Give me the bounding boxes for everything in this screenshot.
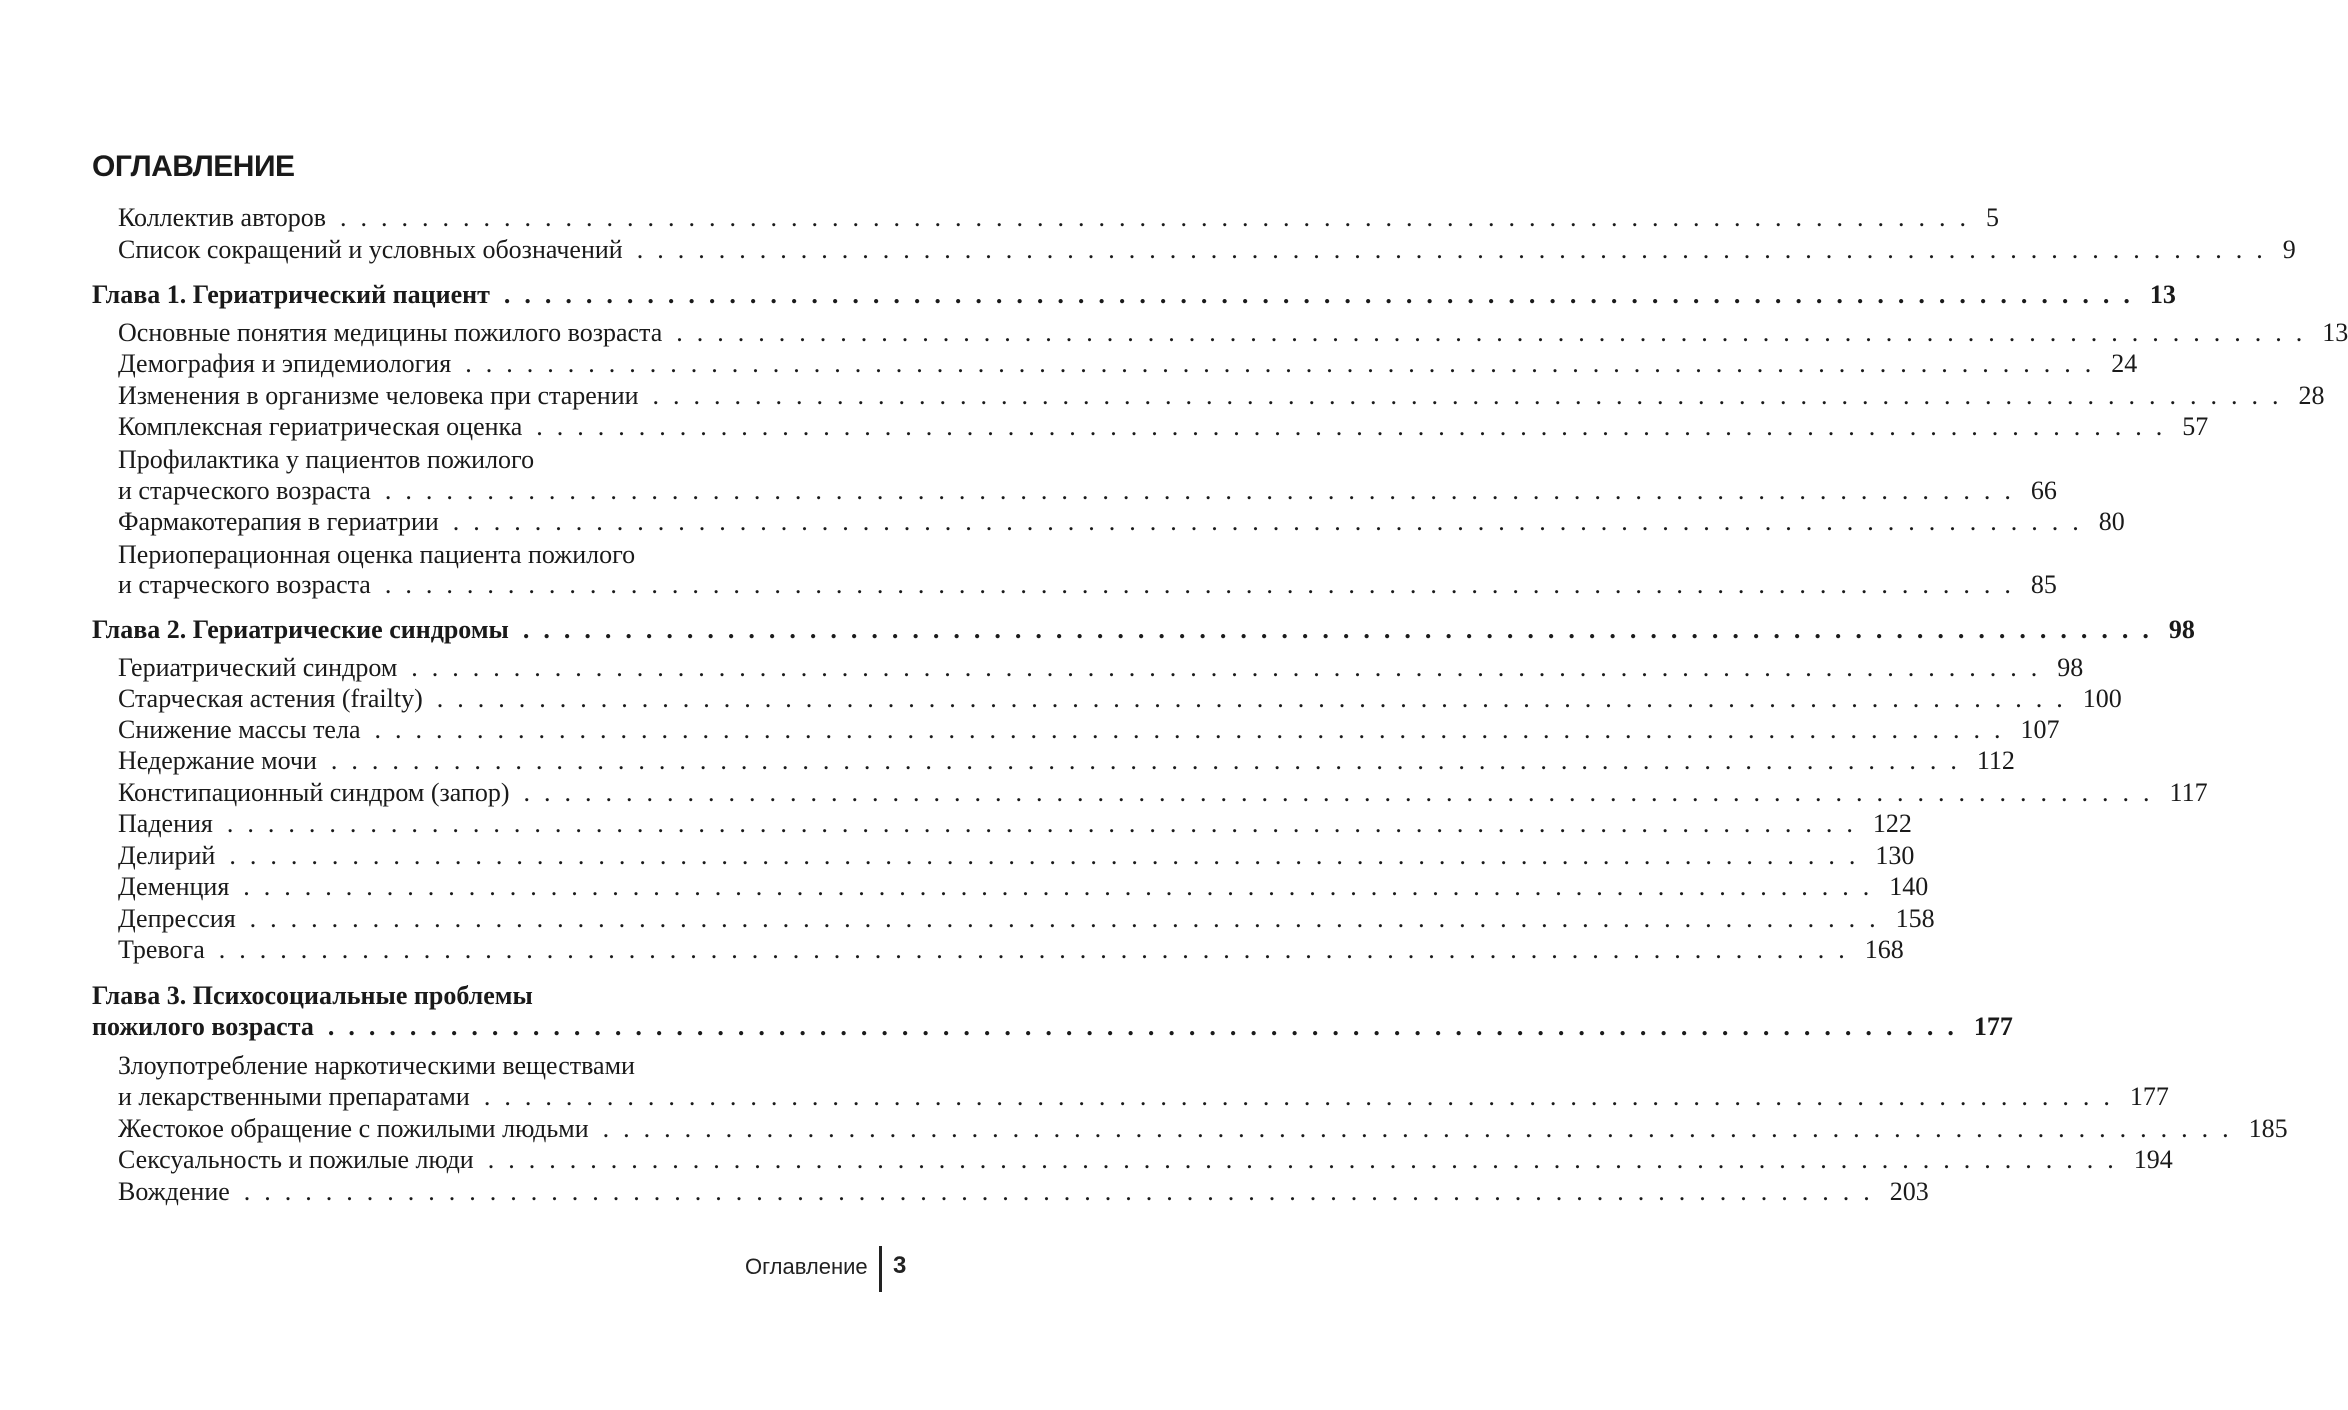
toc-entry-page: 130 <box>1875 841 1915 870</box>
toc-entry-page: 177 <box>2129 1082 2169 1111</box>
toc-entry-title: Фармакотерапия в гериатрии <box>118 507 439 536</box>
toc-entry-title-cont: и старческого возраста <box>118 476 371 505</box>
toc-entry[interactable] <box>118 809 1912 841</box>
toc-entry[interactable] <box>118 381 2325 413</box>
leader-dots: ................................................................................ <box>226 809 1867 838</box>
toc-entry[interactable] <box>118 318 2348 350</box>
chapter-1-heading[interactable] <box>92 280 2176 312</box>
page-number: 3 <box>893 1252 907 1279</box>
toc-entry-page: 122 <box>1872 809 1912 838</box>
toc-entry-page: 107 <box>2020 715 2060 744</box>
toc-entry-page: 112 <box>1976 746 2015 775</box>
toc-entry[interactable] <box>118 653 2084 685</box>
toc-entry-line2[interactable] <box>118 570 2057 602</box>
toc-entry-page: 24 <box>2111 349 2138 378</box>
toc-entry[interactable] <box>118 935 1904 967</box>
leader-dots: ................................................................................ <box>384 570 2025 599</box>
toc-entry[interactable] <box>118 507 2125 539</box>
leader-dots: ................................................................................ <box>523 778 2164 807</box>
leader-dots: ................................................................................ <box>652 381 2293 410</box>
toc-entry-page: 80 <box>2098 507 2125 536</box>
toc-entry-line1[interactable] <box>118 445 882 477</box>
chapter-3-heading-line1[interactable] <box>92 981 882 1013</box>
toc-entry-title: Основные понятия медицины пожилого возраста <box>118 318 663 347</box>
leader-dots: ................................................................................ <box>411 653 2052 682</box>
toc-entry-title: Сексуальность и пожилые люди <box>118 1145 474 1174</box>
toc-entry-title: Деменция <box>118 872 230 901</box>
leader-dots: ................................................................................ <box>249 904 1890 933</box>
toc-entry-title: Комплексная гериатрическая оценка <box>118 412 523 441</box>
leader-dots: ................................................................................ <box>636 235 2277 264</box>
leader-dots: ................................................................................ <box>522 615 2163 644</box>
chapter-title-cont: пожилого возраста <box>92 1012 314 1041</box>
toc-entry-title-cont: и лекарственными препаратами <box>118 1082 470 1111</box>
chapter-title: Глава 3. Психосоциальные проблемы <box>92 981 533 1010</box>
toc-entry[interactable] <box>118 235 2296 267</box>
toc-entry-line2[interactable] <box>118 1082 2169 1114</box>
leader-dots: ................................................................................ <box>374 715 2015 744</box>
toc-entry-title: Недержание мочи <box>118 746 317 775</box>
toc-entry-title: Тревога <box>118 935 205 964</box>
running-footer-title: Оглавление <box>745 1254 868 1279</box>
toc-entry-page: 9 <box>2282 235 2296 264</box>
leader-dots: ................................................................................ <box>229 841 1870 870</box>
leader-dots: ................................................................................ <box>503 280 2144 309</box>
toc-entry[interactable] <box>118 1114 2288 1146</box>
toc-entry[interactable] <box>118 841 1915 873</box>
toc-entry[interactable] <box>118 1145 2173 1177</box>
leader-dots: ................................................................................ <box>243 872 1884 901</box>
toc-entry-page: 168 <box>1864 935 1904 964</box>
toc-entry-page: 158 <box>1895 904 1935 933</box>
chapter-page: 13 <box>2149 280 2176 309</box>
leader-dots: ................................................................................ <box>330 746 1971 775</box>
toc-entry-title: Гериатрический синдром <box>118 653 398 682</box>
leader-dots: ................................................................................ <box>452 507 2093 536</box>
toc-entry-title: Периоперационная оценка пациента пожилого <box>118 540 636 569</box>
chapter-3-heading-line2[interactable] <box>92 1012 2013 1044</box>
toc-entry-page: 185 <box>2248 1114 2288 1143</box>
chapter-title: Глава 1. Гериатрический пациент <box>92 280 490 309</box>
toc-entry-title: Список сокращений и условных обозначений <box>118 235 623 264</box>
toc-entry-page: 100 <box>2082 684 2122 713</box>
toc-entry-page: 194 <box>2133 1145 2173 1174</box>
chapter-page: 177 <box>1973 1012 2013 1041</box>
toc-entry-line2[interactable] <box>118 476 2057 508</box>
toc-entry-page: 203 <box>1889 1177 1929 1206</box>
toc-entry-title: Снижение массы тела <box>118 715 361 744</box>
toc-entry-page: 66 <box>2030 476 2057 505</box>
toc-entry-title: Демография и эпидемиология <box>118 349 452 378</box>
leader-dots: ................................................................................ <box>436 684 2077 713</box>
toc-entry-title: Констипационный синдром (запор) <box>118 778 510 807</box>
leader-dots: ................................................................................ <box>602 1114 2243 1143</box>
toc-entry[interactable] <box>118 778 2208 810</box>
toc-entry[interactable] <box>118 412 2209 444</box>
leader-dots: ................................................................................ <box>483 1082 2124 1111</box>
toc-entry-page: 13 <box>2322 318 2348 347</box>
toc-entry[interactable] <box>118 746 2015 778</box>
chapter-title: Глава 2. Гериатрические синдромы <box>92 615 509 644</box>
chapter-page: 98 <box>2168 615 2195 644</box>
leader-dots: ................................................................................ <box>327 1012 1968 1041</box>
leader-dots: ................................................................................ <box>340 203 1980 232</box>
toc-entry[interactable] <box>118 715 2060 747</box>
toc-entry-title: Старческая астения (frailty) <box>118 684 423 713</box>
toc-entry-page: 28 <box>2298 381 2325 410</box>
toc-entry-page: 98 <box>2057 653 2084 682</box>
toc-entry[interactable] <box>118 1177 1929 1209</box>
toc-entry-page: 57 <box>2182 412 2209 441</box>
toc-entry-title: Депрессия <box>118 904 236 933</box>
toc-entry[interactable] <box>118 203 1999 235</box>
toc-entry-title: Вождение <box>118 1177 230 1206</box>
toc-entry[interactable] <box>118 349 2138 381</box>
toc-entry-line1[interactable] <box>118 540 882 572</box>
leader-dots: ................................................................................ <box>676 318 2317 347</box>
toc-entry[interactable] <box>118 684 2122 716</box>
page-title: ОГЛАВЛЕНИЕ <box>92 150 295 183</box>
toc-entry-page: 5 <box>1986 203 1999 232</box>
toc-entry-page: 117 <box>2169 778 2208 807</box>
leader-dots: ................................................................................ <box>536 412 2177 441</box>
toc-entry-title: Злоупотребление наркотическими веществами <box>118 1051 635 1080</box>
leader-dots: ................................................................................ <box>384 476 2025 505</box>
leader-dots: ................................................................................ <box>465 349 2106 378</box>
leader-dots: ................................................................................ <box>243 1177 1884 1206</box>
toc-entry-title: Делирий <box>118 841 216 870</box>
chapter-2-heading[interactable] <box>92 615 2195 647</box>
toc-entry[interactable] <box>118 904 1935 936</box>
toc-entry-page: 85 <box>2030 570 2057 599</box>
toc-entry-title: Профилактика у пациентов пожилого <box>118 445 535 474</box>
toc-entry-page: 140 <box>1889 872 1929 901</box>
toc-entry-line1[interactable] <box>118 1051 882 1083</box>
toc-entry-title: Коллектив авторов <box>118 203 326 232</box>
leader-dots: ................................................................................ <box>487 1145 2128 1174</box>
toc-entry-title: Падения <box>118 809 213 838</box>
toc-entry[interactable] <box>118 872 1929 904</box>
footer-divider <box>879 1246 882 1292</box>
toc-entry-title: Жестокое обращение с пожилыми людьми <box>118 1114 589 1143</box>
toc-entry-title: Изменения в организме человека при старении <box>118 381 639 410</box>
toc-entry-title-cont: и старческого возраста <box>118 570 371 599</box>
leader-dots: ................................................................................ <box>218 935 1859 964</box>
